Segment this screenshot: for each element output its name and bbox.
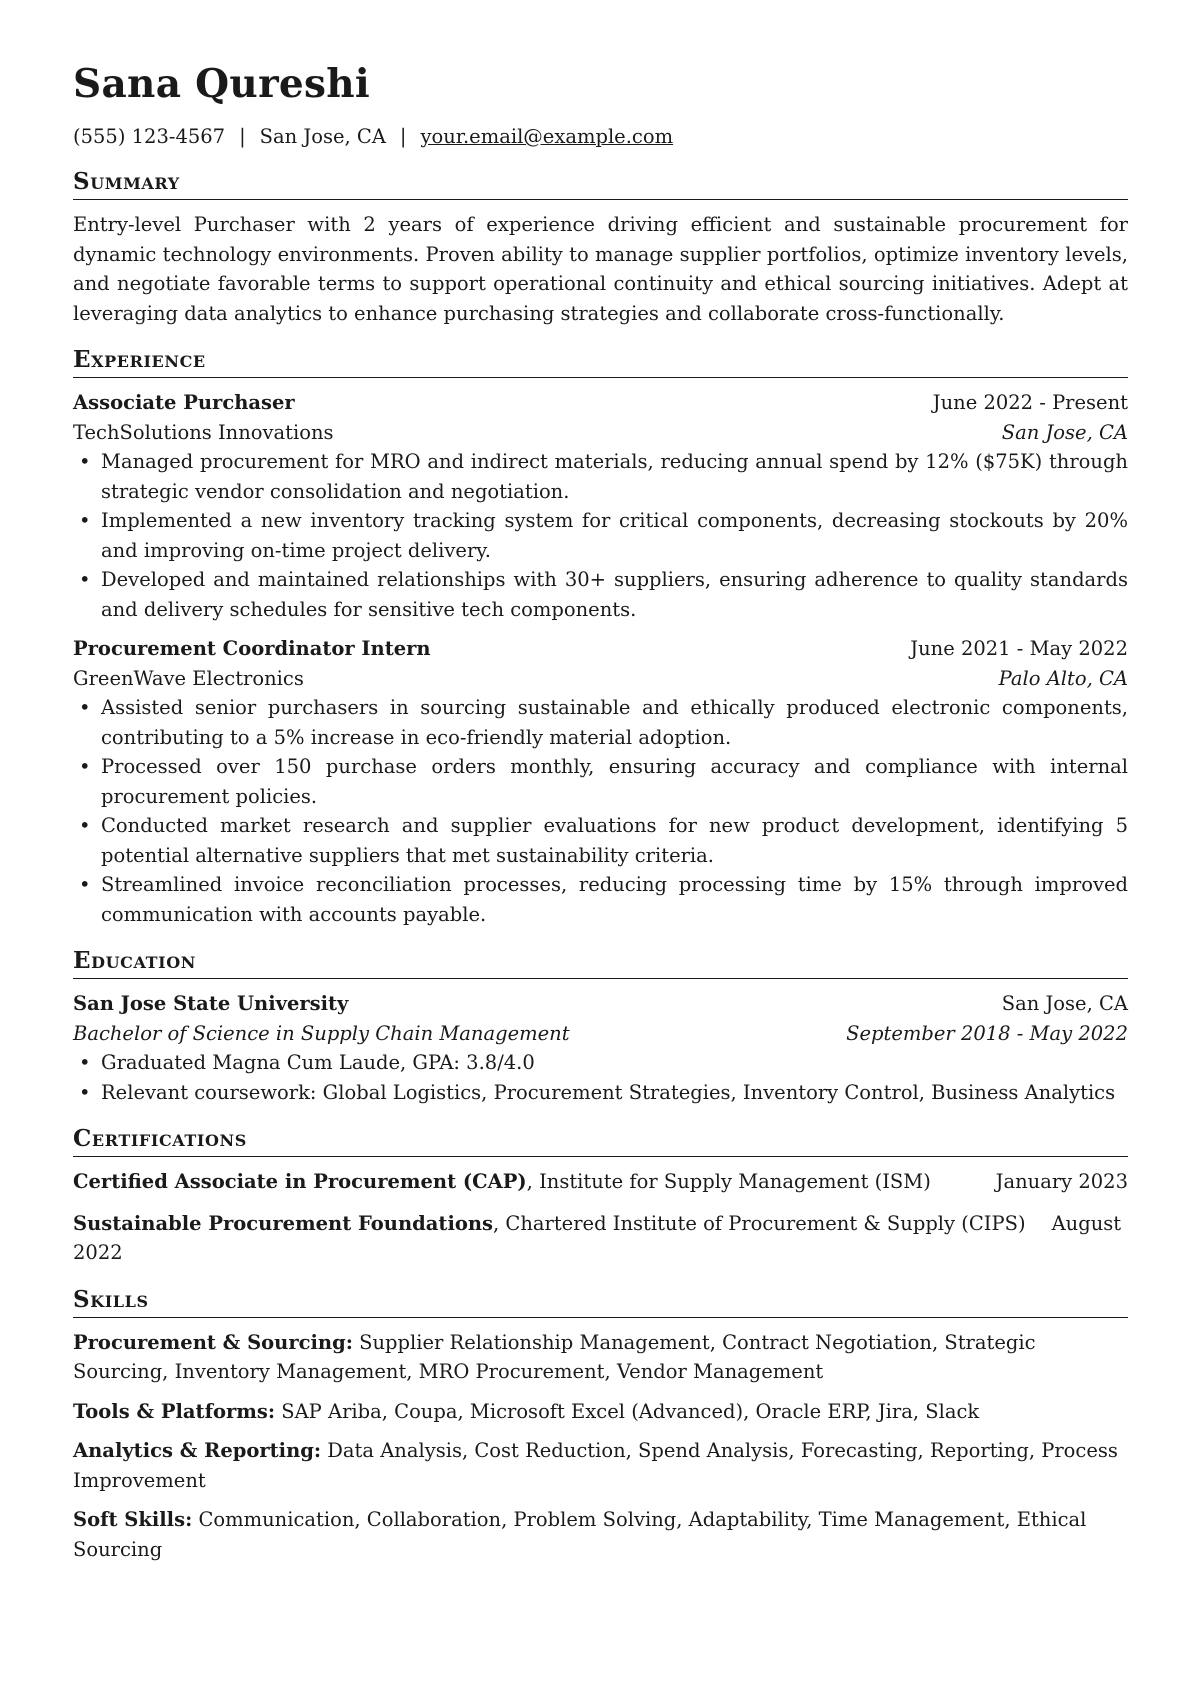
job-location: Palo Alto, CA [998, 666, 1128, 690]
education-dates: September 2018 - May 2022 [846, 1021, 1128, 1045]
skill-label: Soft Skills: [73, 1508, 193, 1531]
skill-values: Data Analysis, Cost Reduction, Spend Analysis, Forecasting, Reporting, Process Improvement [73, 1439, 1118, 1492]
skills-section [73, 1286, 1128, 1565]
skill-label: Analytics & Reporting: [73, 1439, 322, 1462]
summary-text: Entry-level Purchaser with 2 years of experience driving efficient and sustainable procurement for dynamic technology environments. Proven ability to manage supplier portfolios, optimize inventory levels, and negotiate favorable terms to support operational continuity and ethical sourcing initiatives. Adept at leveraging data analytics to enhance purchasing strategies and collaborate cross-functionally. [73, 213, 1128, 325]
skill-group [73, 1436, 1128, 1495]
email-link[interactable]: your.email@example.com [420, 125, 674, 148]
job-entry [73, 634, 1128, 929]
job-title: Procurement Coordinator Intern [73, 637, 431, 660]
skill-values: Supplier Relationship Management, Contract Negotiation, Strategic Sourcing, Inventory Management, MRO Procurement, Vendor Management [73, 1330, 1036, 1383]
contact-location: San Jose, CA [259, 125, 386, 148]
certification-issuer: , Chartered Institute of Procurement & Supply (CIPS) [493, 1211, 1026, 1235]
bullet-item: • Streamlined invoice reconciliation processes, reducing processing time by 15% through improved communication with accounts payable. [73, 870, 1128, 929]
resume-page [73, 58, 1128, 1574]
job-company: GreenWave Electronics [73, 666, 304, 690]
experience-section [73, 346, 1128, 929]
job-bullets [73, 693, 1128, 929]
bullet-item: • Conducted market research and supplier evaluations for new product development, identifying 5 potential alternative suppliers that met sustainability criteria. [73, 811, 1128, 870]
section-title-education: Education [73, 947, 1128, 979]
certification-date: August 2022 [73, 1211, 1122, 1264]
summary-section [73, 168, 1128, 328]
certification-entry [73, 1209, 1128, 1268]
school-name: San Jose State University [73, 992, 349, 1015]
job-location: San Jose, CA [1001, 420, 1128, 444]
certifications-section [73, 1125, 1128, 1268]
skill-values: SAP Ariba, Coupa, Microsoft Excel (Advanced), Oracle ERP, Jira, Slack [275, 1399, 980, 1423]
bullet-item: • Relevant coursework: Global Logistics, Procurement Strategies, Inventory Control, Business Analytics [73, 1078, 1128, 1108]
education-section [73, 947, 1128, 1107]
skill-label: Procurement & Sourcing: [73, 1330, 353, 1354]
job-bullets [73, 447, 1128, 624]
section-title-skills: Skills [73, 1286, 1128, 1318]
education-bullets [73, 1048, 1128, 1107]
job-entry [73, 388, 1128, 624]
certification-name: Certified Associate in Procurement (CAP) [73, 1170, 527, 1193]
certification-name: Sustainable Procurement Foundations [73, 1211, 494, 1235]
degree-name: Bachelor of Science in Supply Chain Management [73, 1021, 570, 1045]
contact-line [73, 124, 1128, 150]
job-dates: June 2021 - May 2022 [910, 637, 1128, 660]
bullet-item: • Assisted senior purchasers in sourcing sustainable and ethically produced electronic components, contributing to a 5% increase in eco-friendly material adoption. [73, 693, 1128, 752]
candidate-name: Sana Qureshi [73, 61, 371, 107]
job-company: TechSolutions Innovations [73, 420, 334, 444]
section-title-experience: Experience [73, 346, 1128, 378]
phone-number: (555) 123-4567 [73, 125, 226, 148]
skill-values: Communication, Collaboration, Problem Solving, Adaptability, Time Management, Ethical Sourcing [73, 1508, 1087, 1561]
skill-group [73, 1397, 1128, 1427]
bullet-item: • Developed and maintained relationships with 30+ suppliers, ensuring adherence to quality standards and delivery schedules for sensitive tech components. [73, 565, 1128, 624]
contact-separator: | [239, 125, 246, 148]
certification-date: January 2023 [995, 1170, 1128, 1193]
section-title-certifications: Certifications [73, 1125, 1128, 1157]
skill-group [73, 1328, 1128, 1387]
bullet-item: • Processed over 150 purchase orders monthly, ensuring accuracy and compliance with internal procurement policies. [73, 752, 1128, 811]
bullet-item: • Graduated Magna Cum Laude, GPA: 3.8/4.0 [73, 1048, 1128, 1078]
certification-entry [73, 1167, 1128, 1197]
section-title-summary: Summary [73, 168, 1128, 200]
school-location: San Jose, CA [1001, 992, 1128, 1015]
certification-issuer: , Institute for Supply Management (ISM) [526, 1170, 931, 1193]
contact-separator: | [399, 125, 407, 148]
job-dates: June 2022 - Present [932, 391, 1128, 414]
skill-label: Tools & Platforms: [73, 1399, 276, 1423]
job-title: Associate Purchaser [73, 391, 295, 414]
skill-group [73, 1505, 1128, 1564]
bullet-item: • Managed procurement for MRO and indirect materials, reducing annual spend by 12% ($75K) through strategic vendor consolidation and negotiation. [73, 447, 1128, 506]
bullet-item: • Implemented a new inventory tracking system for critical components, decreasing stockouts by 20% and improving on-time project delivery. [73, 506, 1128, 565]
